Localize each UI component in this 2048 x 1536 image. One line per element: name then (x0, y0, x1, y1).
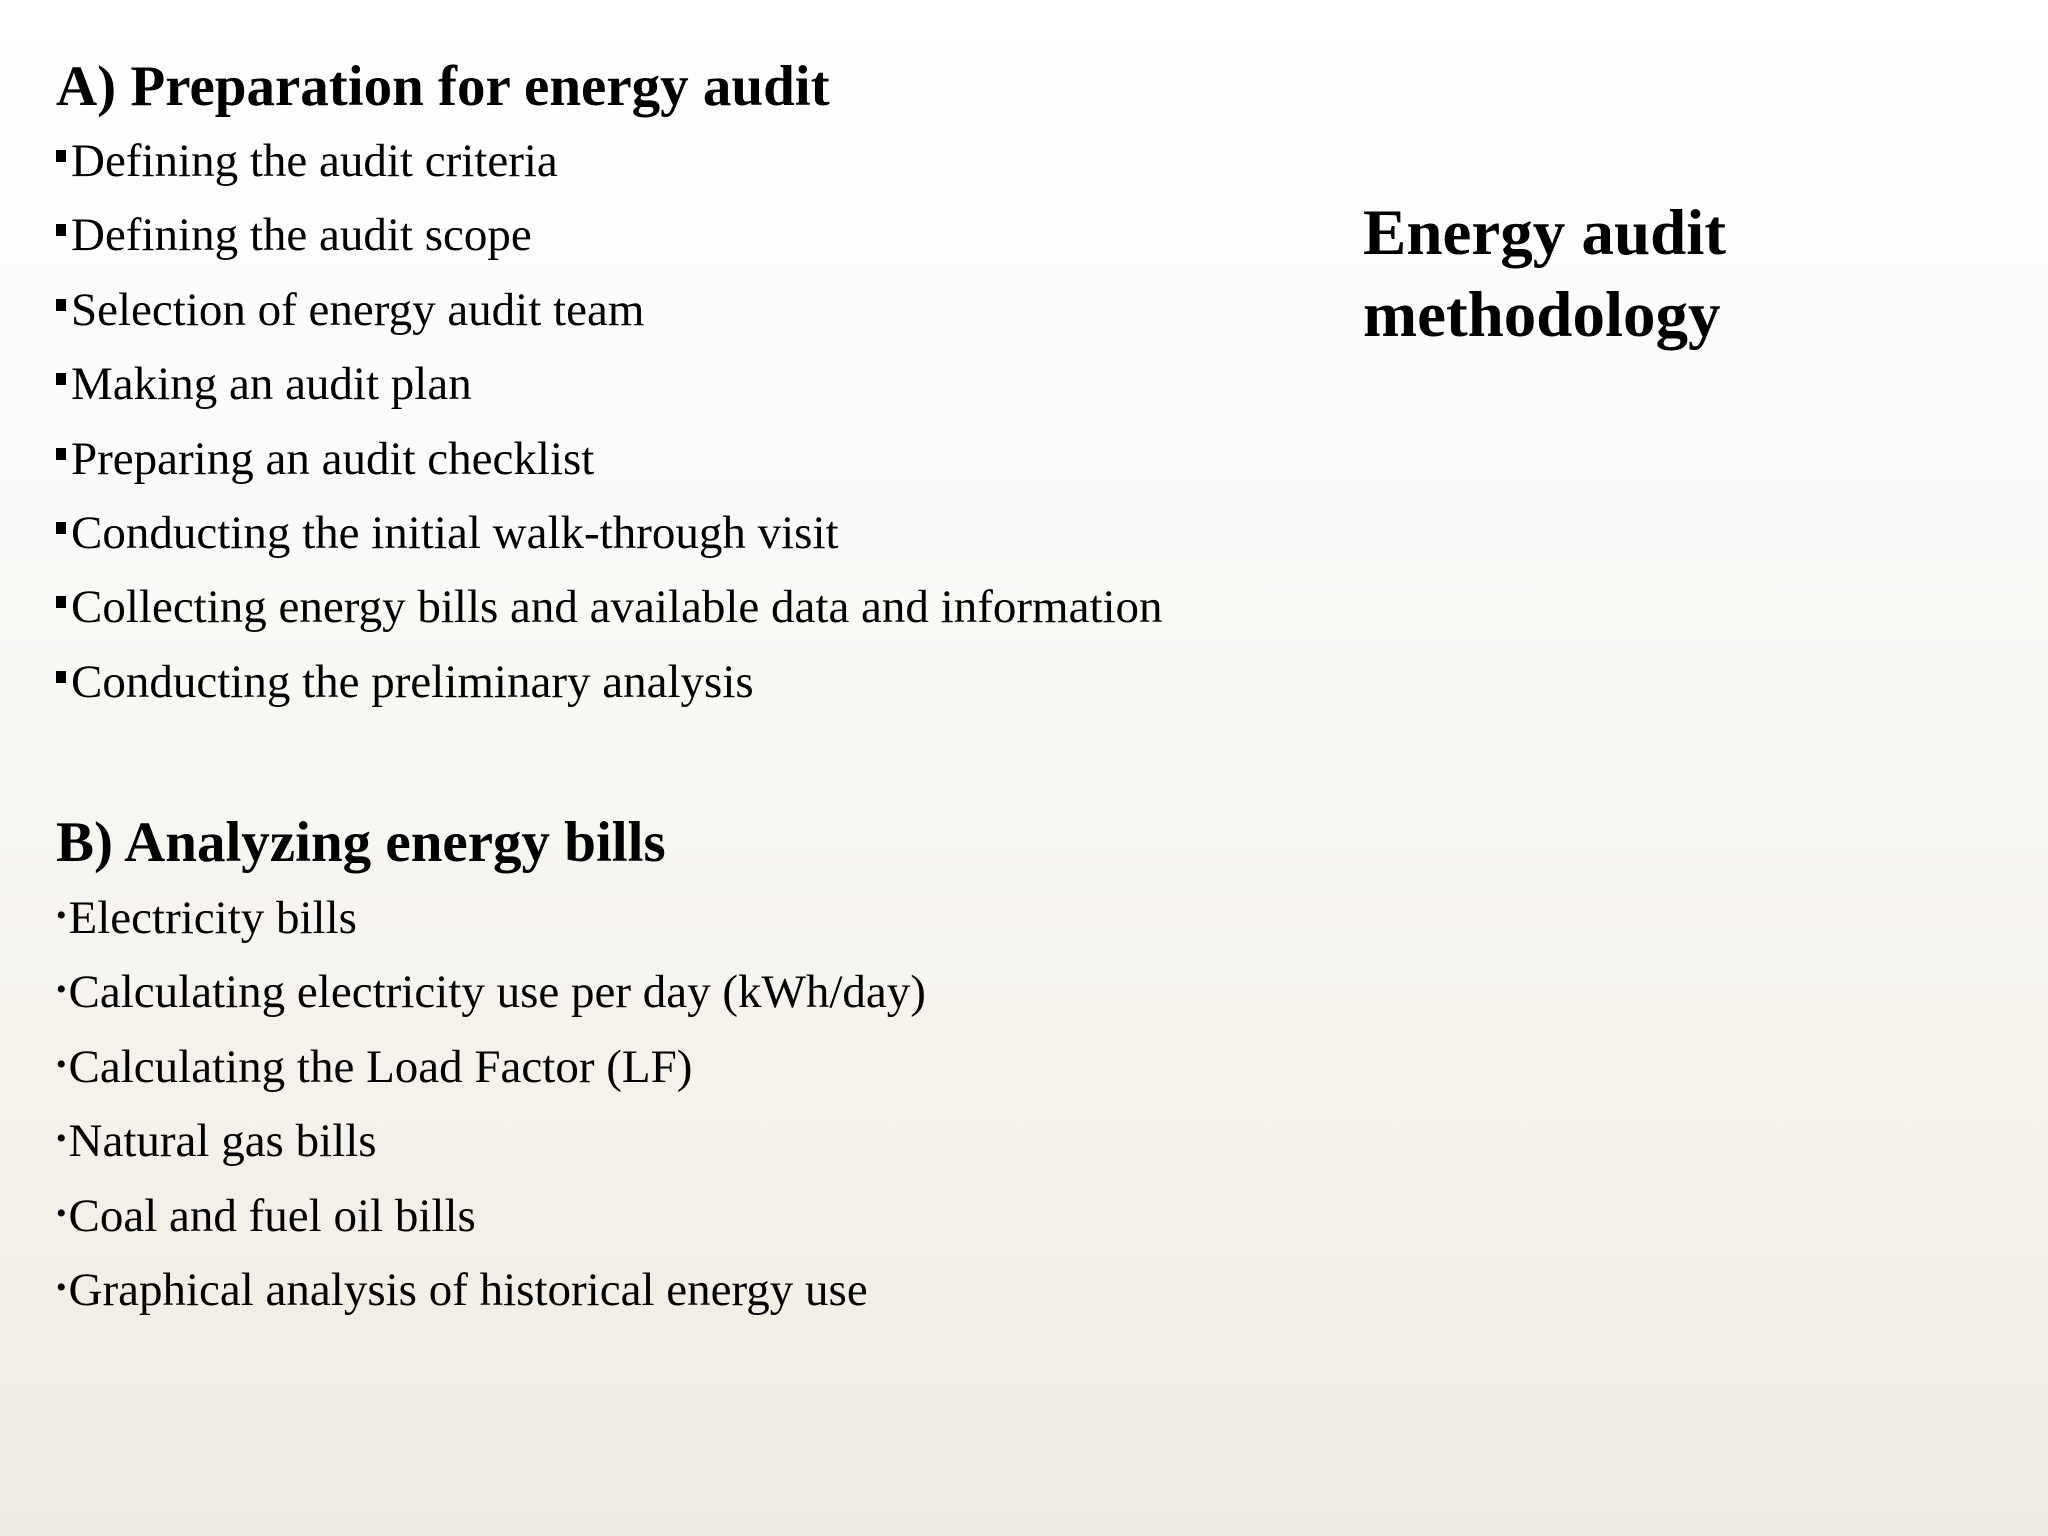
list-item (56, 892, 926, 969)
list-item (56, 1189, 926, 1267)
list-item-text: Defining the audit criteria (71, 135, 558, 187)
list-item (56, 655, 1163, 733)
list-item-text: Graphical analysis of historical energy use (68, 1263, 868, 1316)
list-item-text: Selection of energy audit team (71, 283, 645, 336)
square-bullet-icon (56, 299, 66, 311)
dot-bullet-icon: • (56, 1122, 67, 1156)
list-item-text: Electricity bills (68, 892, 357, 944)
section-b-list (56, 892, 926, 1341)
list-item-text: Conducting the initial walk-through visit (71, 506, 839, 559)
list-item (56, 432, 1163, 510)
slide-title (1363, 192, 1726, 356)
list-item (56, 1040, 926, 1118)
list-item-text: Conducting the preliminary analysis (71, 655, 754, 708)
dot-bullet-icon: • (56, 1196, 67, 1230)
square-bullet-icon (56, 522, 66, 534)
dot-bullet-icon: • (56, 899, 67, 932)
dot-bullet-icon: • (56, 1047, 67, 1081)
list-item-text: Defining the audit scope (71, 209, 532, 262)
list-item (56, 1263, 926, 1341)
list-item-text: Making an audit plan (71, 358, 472, 411)
list-item (56, 581, 1163, 658)
list-item (56, 135, 1163, 212)
square-bullet-icon (56, 596, 66, 608)
square-bullet-icon (56, 150, 66, 162)
list-item (56, 283, 1163, 361)
slide-title-line-2: methodology (1363, 279, 1721, 351)
list-item-text: Collecting energy bills and available data and information (71, 581, 1163, 634)
list-item (56, 966, 926, 1043)
list-item-text: Preparing an audit checklist (71, 432, 595, 485)
square-bullet-icon (56, 448, 66, 460)
list-item (56, 358, 1163, 435)
list-item (56, 209, 1163, 286)
square-bullet-icon (56, 224, 66, 236)
slide-title-line-1: Energy audit (1363, 197, 1726, 269)
list-item-text: Calculating electricity use per day (kWh/day) (68, 966, 926, 1019)
list-item-text: Calculating the Load Factor (LF) (68, 1040, 693, 1093)
list-item-text: Coal and fuel oil bills (68, 1189, 476, 1242)
dot-bullet-icon: • (56, 973, 67, 1007)
square-bullet-icon (56, 671, 66, 683)
list-item (56, 1115, 926, 1192)
square-bullet-icon (56, 373, 66, 385)
section-a-heading: A) Preparation for energy audit (56, 55, 830, 118)
section-b-heading: B) Analyzing energy bills (56, 811, 666, 874)
section-a-list (56, 135, 1163, 733)
list-item (56, 506, 1163, 584)
dot-bullet-icon: • (56, 1270, 67, 1304)
list-item-text: Natural gas bills (68, 1115, 377, 1168)
